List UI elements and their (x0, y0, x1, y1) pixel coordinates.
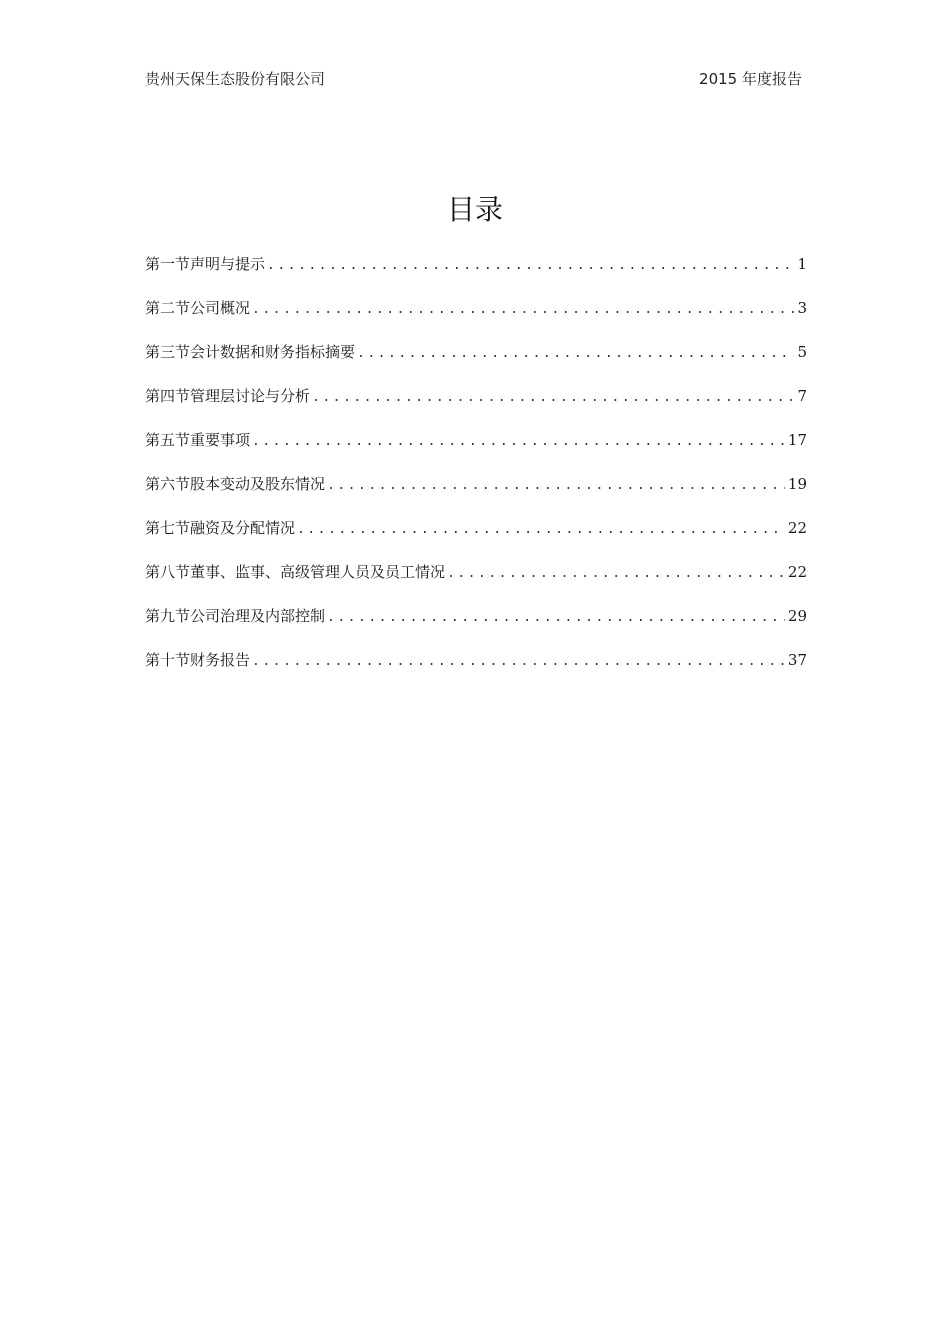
toc-entry-label: 第三节会计数据和财务指标摘要 (145, 343, 356, 361)
toc-entry-section-7[interactable] (145, 517, 807, 561)
toc-leader-dots (357, 346, 794, 361)
toc-entry-section-4[interactable] (145, 385, 807, 429)
toc-leader-dots (327, 610, 785, 625)
toc-entry-label: 第一节声明与提示 (145, 255, 266, 273)
toc-entry-label: 第四节管理层讨论与分析 (145, 387, 311, 405)
header-company-name: 贵州天保生态股份有限公司 (145, 70, 326, 88)
toc-entry-page: 19 (787, 475, 807, 493)
toc-leader-dots (447, 566, 785, 581)
toc-entry-label: 第八节董事、监事、高级管理人员及员工情况 (145, 563, 446, 581)
toc-entry-section-5[interactable] (145, 429, 807, 473)
toc-leader-dots (252, 434, 785, 449)
toc-entry-label: 第十节财务报告 (145, 651, 251, 669)
toc-entry-section-10[interactable] (145, 649, 807, 693)
toc-leader-dots (267, 258, 794, 273)
toc-entry-page: 7 (797, 387, 807, 405)
toc-entry-page: 17 (787, 431, 807, 449)
toc-leader-dots (252, 302, 794, 317)
toc-title: 目录 (446, 193, 503, 226)
toc-entry-label: 第九节公司治理及内部控制 (145, 607, 326, 625)
toc-list (145, 253, 807, 693)
toc-leader-dots (312, 390, 794, 405)
toc-entry-label: 第六节股本变动及股东情况 (145, 475, 326, 493)
toc-entry-page: 5 (797, 343, 807, 361)
toc-entry-label: 第五节重要事项 (145, 431, 251, 449)
toc-leader-dots (252, 654, 785, 669)
toc-entry-section-1[interactable] (145, 253, 807, 297)
toc-entry-section-8[interactable] (145, 561, 807, 605)
header-report-year: 2015 年度报告 (699, 70, 802, 88)
toc-entry-section-3[interactable] (145, 341, 807, 385)
toc-entry-section-9[interactable] (145, 605, 807, 649)
toc-entry-label: 第二节公司概况 (145, 299, 251, 317)
toc-entry-label: 第七节融资及分配情况 (145, 519, 296, 537)
toc-entry-page: 22 (787, 563, 807, 581)
toc-leader-dots (327, 478, 785, 493)
toc-entry-page: 22 (787, 519, 807, 537)
toc-entry-page: 29 (787, 607, 807, 625)
toc-entry-page: 3 (797, 299, 807, 317)
toc-entry-page: 1 (797, 255, 807, 273)
toc-entry-section-6[interactable] (145, 473, 807, 517)
toc-entry-page: 37 (787, 651, 807, 669)
toc-leader-dots (297, 522, 785, 537)
toc-entry-section-2[interactable] (145, 297, 807, 341)
